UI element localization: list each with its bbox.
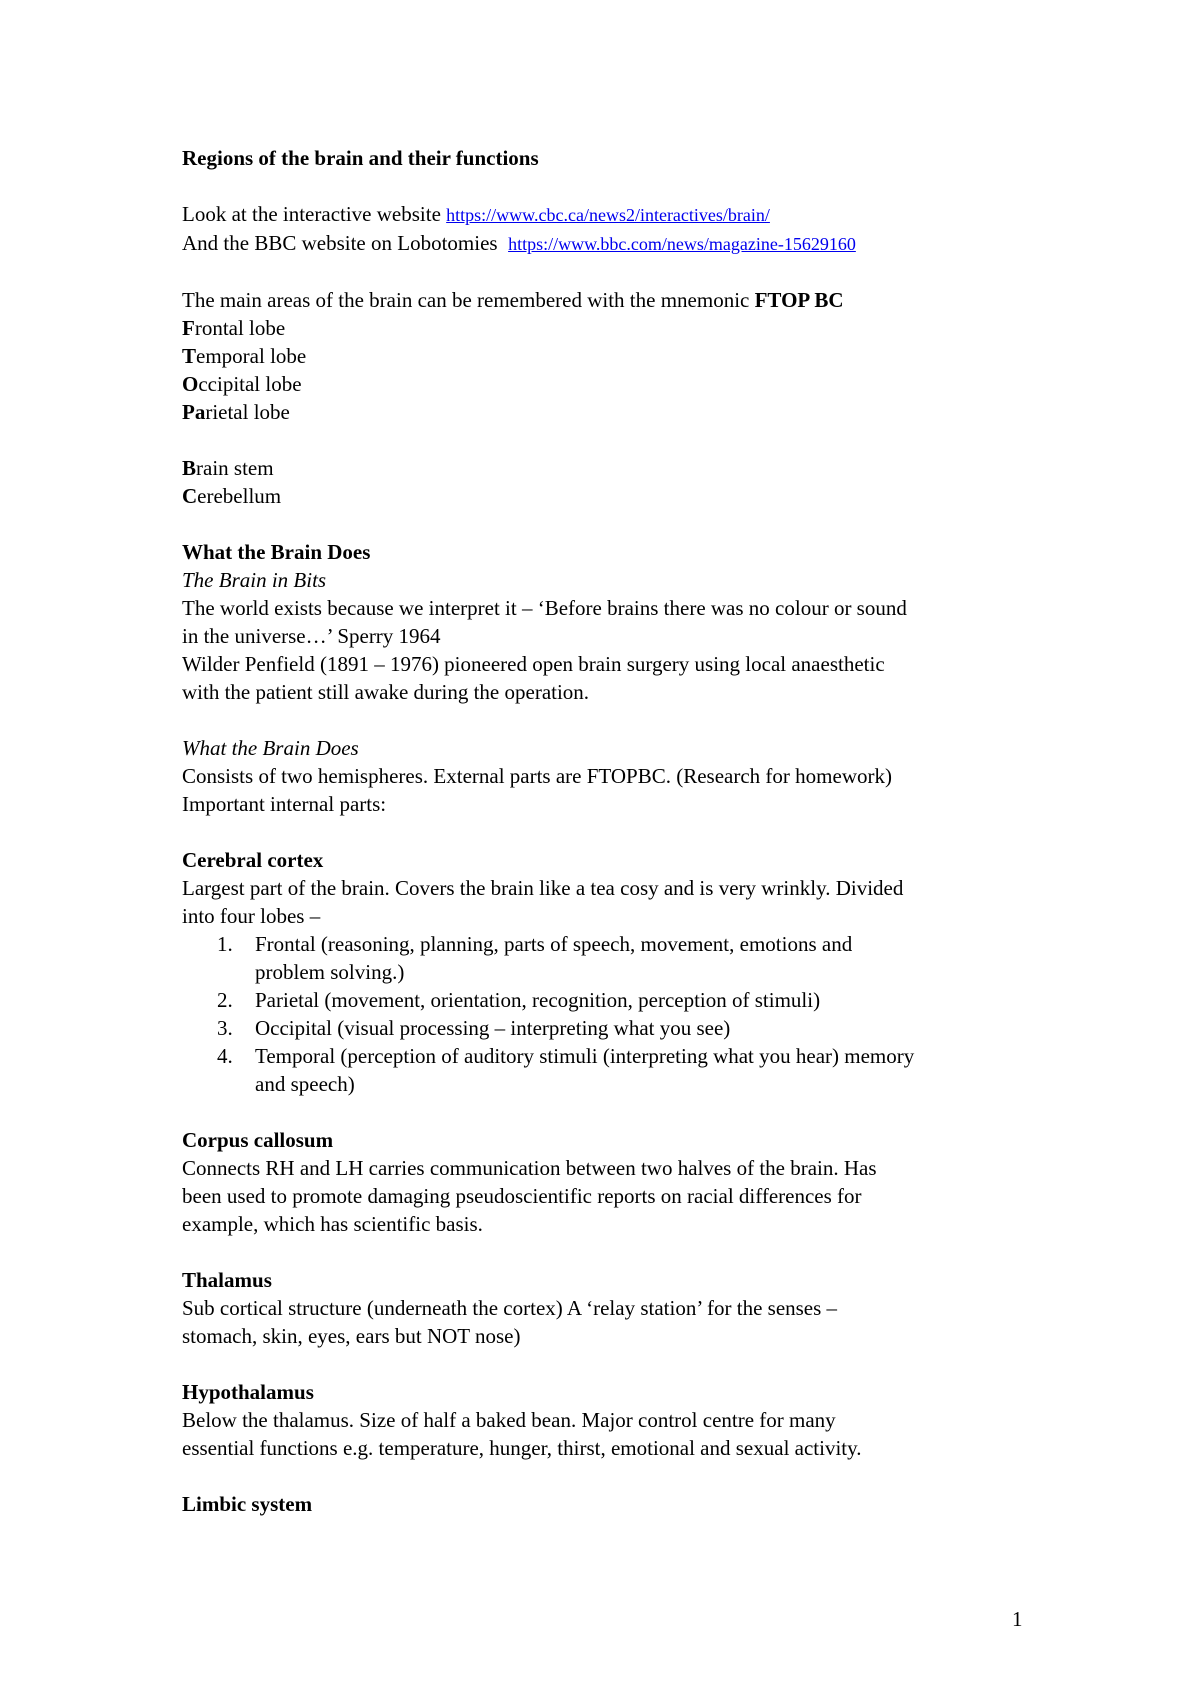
body-line: Largest part of the brain. Covers the brain like a tea cosy and is very wrinkly. Divided [182, 876, 904, 900]
list-item [182, 930, 1032, 986]
mnemonic-rest: emporal lobe [196, 344, 307, 368]
mnemonic-item [182, 342, 1032, 370]
mnemonic-rest: rain stem [196, 456, 274, 480]
list-number: 4. [217, 1044, 233, 1068]
bbc-link[interactable]: https://www.bbc.com/news/magazine-15629160 [508, 234, 856, 254]
section-heading-cerebral-cortex: Cerebral cortex [182, 848, 324, 872]
list-item [182, 1014, 1032, 1042]
bbc-link-line [182, 229, 1032, 258]
body-line: with the patient still awake during the operation. [182, 680, 590, 704]
section-heading-hypothalamus: Hypothalamus [182, 1380, 314, 1404]
section-heading-corpus-callosum: Corpus callosum [182, 1128, 334, 1152]
mnemonic-item [182, 398, 1032, 426]
list-item [182, 1042, 1032, 1098]
body-line: Below the thalamus. Size of half a baked bean. Major control centre for many [182, 1408, 836, 1432]
body-line: been used to promote damaging pseudoscientific reports on racial differences for [182, 1184, 862, 1208]
cbc-link-prefix: Look at the interactive website [182, 202, 447, 226]
lobes-list [182, 930, 1032, 1098]
section-heading-thalamus: Thalamus [182, 1268, 272, 1292]
list-number: 1. [217, 932, 233, 956]
cbc-link[interactable]: https://www.cbc.ca/news2/interactives/brain/ [446, 205, 770, 225]
mnemonic-rest: erebellum [197, 484, 282, 508]
mnemonic-initial: Pa [182, 400, 206, 424]
mnemonic-item [182, 454, 1032, 482]
list-text: and speech) [255, 1072, 355, 1096]
list-number: 2. [217, 988, 233, 1012]
mnemonic-initial: T [182, 344, 197, 368]
subheading-brain-in-bits: The Brain in Bits [182, 568, 327, 592]
list-text: problem solving.) [255, 960, 405, 984]
document-body [182, 144, 1032, 1518]
bbc-link-prefix: And the BBC website on Lobotomies [182, 231, 509, 255]
mnemonic-initial: B [182, 456, 197, 480]
mnemonic-word: FTOP BC [754, 288, 844, 312]
list-text: Frontal (reasoning, planning, parts of speech, movement, emotions and [255, 932, 853, 956]
body-line: into four lobes – [182, 904, 321, 928]
cbc-link-line [182, 200, 1032, 229]
mnemonic-initial: F [182, 316, 195, 340]
list-text: Temporal (perception of auditory stimuli (interpreting what you hear) memory [255, 1044, 915, 1068]
mnemonic-intro-text: The main areas of the brain can be remembered with the mnemonic [182, 288, 755, 312]
section-heading-what-brain-does: What the Brain Does [182, 540, 371, 564]
list-text: Occipital (visual processing – interpreting what you see) [255, 1016, 731, 1040]
mnemonic-rest: rontal lobe [194, 316, 286, 340]
mnemonic-item [182, 314, 1032, 342]
body-line: Important internal parts: [182, 792, 387, 816]
body-line: in the universe…’ Sperry 1964 [182, 624, 441, 648]
list-item [182, 986, 1032, 1014]
list-number: 3. [217, 1016, 233, 1040]
mnemonic-item [182, 482, 1032, 510]
body-line: Consists of two hemispheres. External parts are FTOPBC. (Research for homework) [182, 764, 892, 788]
mnemonic-initial: O [182, 372, 199, 396]
body-line: example, which has scientific basis. [182, 1212, 483, 1236]
section-heading-limbic-system: Limbic system [182, 1492, 313, 1516]
document-title: Regions of the brain and their functions [182, 146, 539, 170]
body-line: Connects RH and LH carries communication between two halves of the brain. Has [182, 1156, 877, 1180]
mnemonic-rest: rietal lobe [205, 400, 290, 424]
body-line: essential functions e.g. temperature, hunger, thirst, emotional and sexual activity. [182, 1436, 862, 1460]
subheading-what-brain-does: What the Brain Does [182, 736, 359, 760]
body-line: Sub cortical structure (underneath the cortex) A ‘relay station’ for the senses – [182, 1296, 838, 1320]
mnemonic-intro [182, 286, 1032, 314]
mnemonic-item [182, 370, 1032, 398]
body-line: The world exists because we interpret it – ‘Before brains there was no colour or sound [182, 596, 907, 620]
mnemonic-initial: C [182, 484, 198, 508]
page-number: 1 [1012, 1607, 1023, 1631]
list-text: Parietal (movement, orientation, recognition, perception of stimuli) [255, 988, 821, 1012]
body-line: Wilder Penfield (1891 – 1976) pioneered open brain surgery using local anaesthetic [182, 652, 885, 676]
body-line: stomach, skin, eyes, ears but NOT nose) [182, 1324, 521, 1348]
mnemonic-rest: ccipital lobe [198, 372, 302, 396]
